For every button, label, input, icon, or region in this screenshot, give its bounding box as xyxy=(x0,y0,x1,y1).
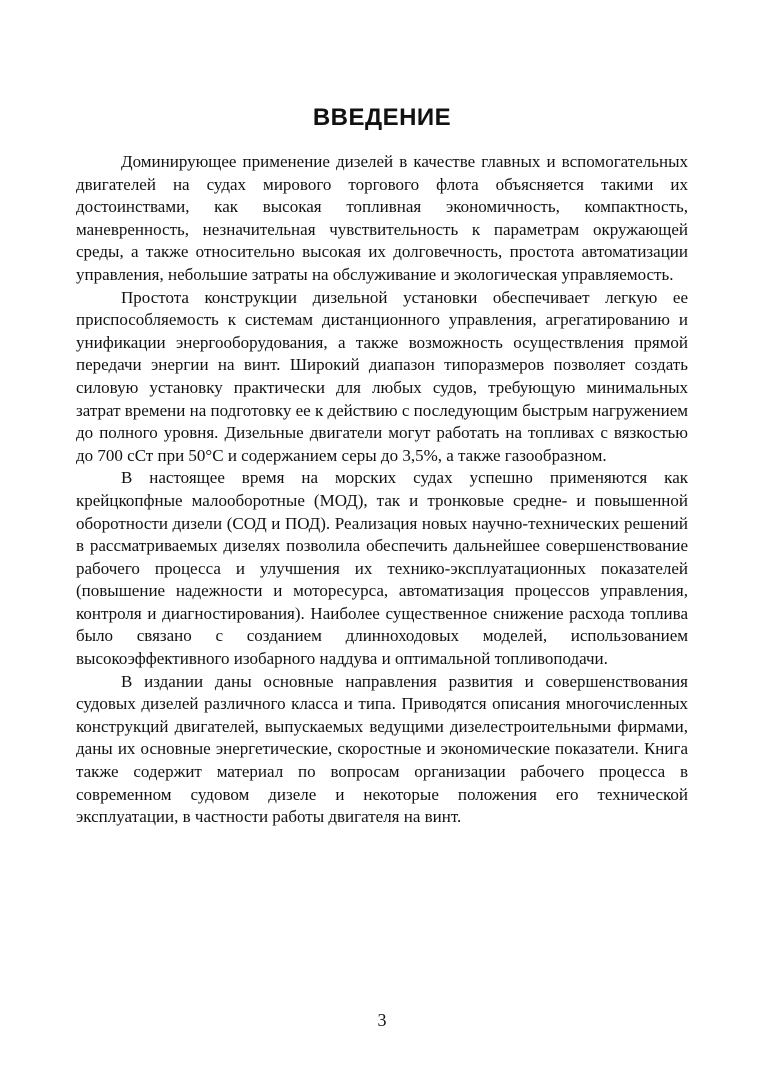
page-number: 3 xyxy=(377,1010,387,1030)
paragraph-2: Простота конструкции дизельной установки обеспечивает легкую ее приспособляемость к системам дистанционного управления, агрегатированию и унификации энергооборудования, а также возможность осуществления прямой передачи энергии на винт. Широкий диапазон типоразмеров позволяет создать силовую установку практически для любых судов, требующую минимальных затрат времени на подготовку ее к действию с последующим быстрым нагружением до полного уровня. Дизельные двигатели могут работать на топливах с вязкостью до 700 сСт при 50°С и содержанием серы до 3,5%, а также газообразном. xyxy=(76,287,688,465)
body-text xyxy=(76,151,688,829)
paragraph-4: В издании даны основные направления развития и совершенствования судовых дизелей различного класса и типа. Приводятся описания многочисленных конструкций двигателей, выпускаемых ведущими дизелестроительными фирмами, даны их основные энергетические, скоростные и экономические показатели. Книга также содержит материал по вопросам организации рабочего процесса в современном судовом дизеле и некоторые положения его технической эксплуатации, в частности работы двигателя на винт. xyxy=(76,671,688,827)
page-title: ВВЕДЕНИЕ xyxy=(312,104,452,131)
paragraph-1: Доминирующее применение дизелей в качестве главных и вспомогательных двигателей на судах мирового торгового флота объясняется такими их достоинствами, как высокая топливная экономичность, компактность, маневренность, незначительная чувствительность к параметрам окружающей среды, а также относительно высокая их долговечность, простота автоматизации управления, небольшие затраты на обслуживание и экологическая управляемость. xyxy=(76,152,688,284)
paragraph-3: В настоящее время на морских судах успешно применяются как крейцкопфные малооборотные (МОД), так и тронковые средне- и повышенной оборотности дизели (СОД и ПОД). Реализация новых научно-технических решений в рассматриваемых дизелях позволила обеспечить дальнейшее совершенствование рабочего процесса и улучшения их технико-эксплуатационных показателей (повышение надежности и моторесурса, автоматизация процессов управления, контроля и диагностирования). Наиболее существенное снижение расхода топлива было связано с созданием длинноходовых моделей, использованием высокоэффективного изобарного наддува и оптимальной топливоподачи. xyxy=(76,468,688,669)
